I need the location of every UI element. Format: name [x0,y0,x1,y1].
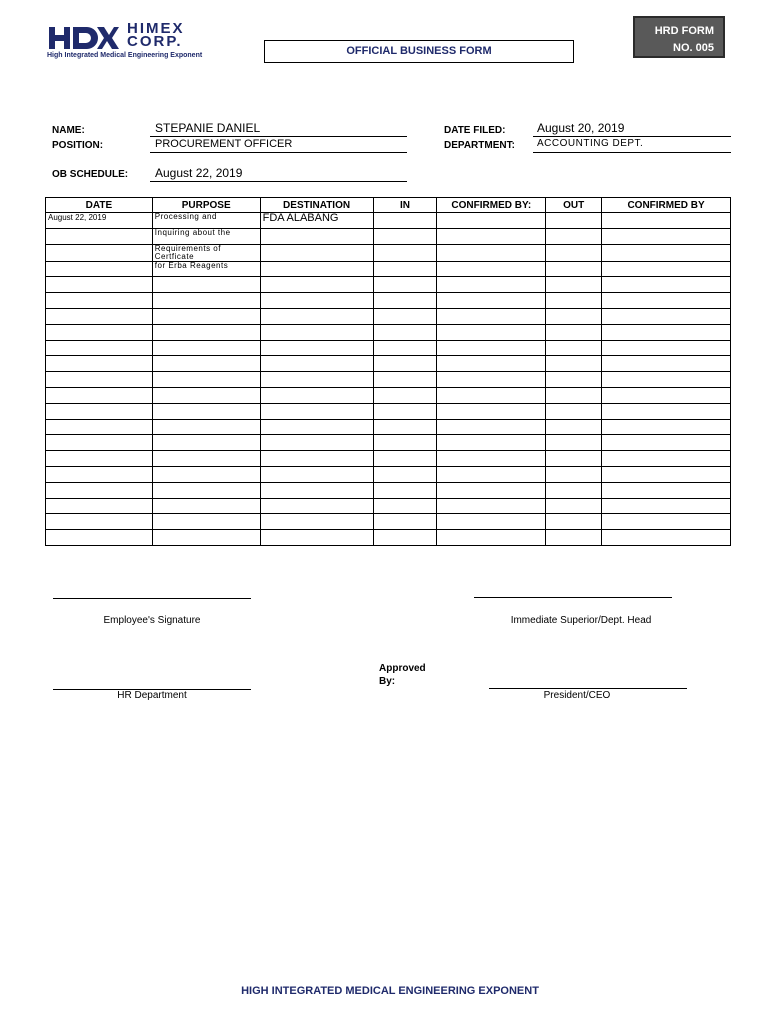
table-cell [546,261,602,277]
superior-signature-line [474,597,672,598]
table-cell [373,514,437,530]
table-cell [546,293,602,309]
table-cell [373,482,437,498]
table-cell [602,530,731,546]
table-cell [546,514,602,530]
table-row [46,419,731,435]
table-cell [46,530,153,546]
table-cell [602,308,731,324]
table-cell [46,228,153,244]
table-cell [602,277,731,293]
table-cell [373,498,437,514]
table-cell [260,387,373,403]
table-cell [152,530,260,546]
table-cell [546,340,602,356]
president-signature-line [489,688,687,689]
table-cell [546,419,602,435]
table-cell [437,340,546,356]
table-cell [437,277,546,293]
table-cell [546,324,602,340]
table-cell [437,403,546,419]
table-cell [546,466,602,482]
table-cell [437,419,546,435]
ob-schedule-underline [150,181,407,182]
employee-signature-label: Employee's Signature [103,615,201,626]
approved-by-label: Approved By: [379,663,426,687]
table-cell [152,514,260,530]
table-row [46,530,731,546]
table-row [46,277,731,293]
footer-tagline: HIGH INTEGRATED MEDICAL ENGINEERING EXPONENT [241,985,539,997]
logo-company-bottom: CORP. [127,33,183,50]
table-cell [152,451,260,467]
table-cell [373,340,437,356]
table-cell [373,308,437,324]
table-cell [437,228,546,244]
table-header-cell: DATE [46,198,153,213]
table-row [46,387,731,403]
table-cell [602,244,731,261]
table-cell [46,482,153,498]
table-row [46,213,731,229]
table-cell [546,498,602,514]
table-cell [152,356,260,372]
table-cell [260,308,373,324]
table-cell [46,466,153,482]
table-cell [602,324,731,340]
table-cell [46,387,153,403]
table-cell [602,356,731,372]
superior-signature-label: Immediate Superior/Dept. Head [510,615,652,626]
table-row [46,228,731,244]
table-cell [373,213,437,229]
table-cell [260,228,373,244]
table-cell [373,228,437,244]
table-cell [152,419,260,435]
table-cell [260,498,373,514]
table-header-cell: OUT [546,198,602,213]
table-cell [437,514,546,530]
table-cell [437,530,546,546]
table-cell [46,372,153,388]
table-cell [602,261,731,277]
table-cell [437,356,546,372]
table-cell [46,451,153,467]
department-label: DEPARTMENT: [444,140,515,151]
logo-wordmark [127,22,185,48]
table-cell [602,403,731,419]
table-cell [260,530,373,546]
table-cell [602,466,731,482]
form-title: OFFICIAL BUSINESS FORM [264,40,574,63]
table-cell [546,308,602,324]
table-cell [437,324,546,340]
table-cell [546,244,602,261]
table-cell [46,435,153,451]
table-cell [602,498,731,514]
ob-schedule-table [45,197,731,546]
table-cell [602,228,731,244]
department-underline [533,152,731,153]
table-cell [260,293,373,309]
table-cell [373,451,437,467]
table-cell [373,372,437,388]
hdx-logo-icon [47,24,119,52]
table-cell [437,435,546,451]
table-row [46,340,731,356]
table-cell [152,308,260,324]
table-cell [602,514,731,530]
table-cell [260,244,373,261]
table-cell [260,514,373,530]
department-value: ACCOUNTING DEPT. [537,138,644,149]
table-header-cell: IN [373,198,437,213]
position-value: PROCUREMENT OFFICER [155,138,293,150]
table-cell [373,466,437,482]
table-cell [373,530,437,546]
table-cell [152,482,260,498]
table-row [46,403,731,419]
employee-signature-line [53,598,251,599]
table-row [46,356,731,372]
table-row [46,324,731,340]
table-cell [373,403,437,419]
table-cell [260,451,373,467]
table-cell [373,356,437,372]
table-row [46,244,731,261]
name-label: NAME: [52,125,85,136]
table-cell [373,261,437,277]
form-code-line2: NO. 005 [673,42,714,54]
table-cell [602,451,731,467]
table-cell [260,403,373,419]
table-cell [437,451,546,467]
table-header-row [46,198,731,213]
table-cell [546,530,602,546]
table-cell [546,213,602,229]
table-cell [260,419,373,435]
table-cell [437,293,546,309]
table-cell: FDA ALABANG [260,213,373,229]
table-cell [260,261,373,277]
table-cell [602,213,731,229]
table-header-cell: PURPOSE [152,198,260,213]
table-cell [260,356,373,372]
table-cell [602,340,731,356]
table-cell [437,466,546,482]
ob-schedule-label: OB SCHEDULE: [52,169,129,180]
table-cell [152,435,260,451]
table-cell [260,372,373,388]
table-row [46,466,731,482]
company-logo [47,20,203,66]
table-cell [373,244,437,261]
table-cell [546,356,602,372]
table-cell [152,403,260,419]
table-cell [152,498,260,514]
table-cell [602,482,731,498]
table-cell: Inquiring about the [152,228,260,244]
table-cell [546,482,602,498]
name-value: STEPANIE DANIEL [155,121,261,135]
table-cell [152,466,260,482]
ob-schedule-value: August 22, 2019 [155,166,243,180]
logo-company-top: HIMEX [127,20,185,37]
position-label: POSITION: [52,140,104,151]
table-cell [46,261,153,277]
table-header-cell: CONFIRMED BY [602,198,731,213]
table-cell [602,435,731,451]
table-cell [46,419,153,435]
table-cell [46,324,153,340]
table-cell [260,482,373,498]
table-cell [152,372,260,388]
table-cell [546,372,602,388]
table-cell: August 22, 2019 [46,213,153,229]
table-row [46,308,731,324]
table-cell [373,293,437,309]
date-filed-label: DATE FILED: [444,125,506,136]
table-cell [373,324,437,340]
table-row [46,435,731,451]
table-cell [152,293,260,309]
table-cell [152,387,260,403]
table-cell [260,324,373,340]
date-filed-value: August 20, 2019 [537,121,625,135]
table-cell [260,340,373,356]
table-cell [602,419,731,435]
table-cell: for Erba Reagents [152,261,260,277]
logo-tagline: High Integrated Medical Engineering Exponent [47,52,203,59]
table-row [46,261,731,277]
table-cell [437,372,546,388]
table-row [46,514,731,530]
table-cell [260,466,373,482]
table-cell [373,277,437,293]
table-row [46,293,731,309]
table-cell [546,435,602,451]
table-cell [437,482,546,498]
table-cell [46,403,153,419]
table-cell [152,277,260,293]
table-cell [546,403,602,419]
form-code-badge [633,16,725,58]
table-cell [373,387,437,403]
table-cell [260,277,373,293]
table-cell [46,514,153,530]
table-header-cell: DESTINATION [260,198,373,213]
table-cell [437,498,546,514]
table-cell [437,213,546,229]
table-cell [546,277,602,293]
table-cell [546,451,602,467]
table-cell [602,372,731,388]
table-cell [602,387,731,403]
table-header-cell: CONFIRMED BY: [437,198,546,213]
table-row [46,451,731,467]
table-cell [46,244,153,261]
position-underline [150,152,407,153]
table-row [46,482,731,498]
table-cell [152,340,260,356]
table-cell [46,498,153,514]
table-cell [546,387,602,403]
table-cell [373,435,437,451]
table-cell [373,419,437,435]
table-cell [46,293,153,309]
table-row [46,498,731,514]
table-cell [602,293,731,309]
table-cell: Processing and [152,213,260,229]
president-signature-label: President/CEO [543,690,611,701]
table-cell [437,244,546,261]
table-cell [437,387,546,403]
table-cell [152,324,260,340]
table-cell [437,261,546,277]
table-cell [260,435,373,451]
table-cell [46,308,153,324]
form-code-line1: HRD FORM [654,25,714,37]
name-underline [150,136,407,137]
table-row [46,372,731,388]
table-cell [46,356,153,372]
table-cell [46,340,153,356]
table-cell [437,308,546,324]
date-filed-underline [533,136,731,137]
table-cell [46,277,153,293]
table-cell: Requirements of Certficate [152,244,260,261]
hr-signature-label: HR Department [117,690,187,701]
table-cell [546,228,602,244]
